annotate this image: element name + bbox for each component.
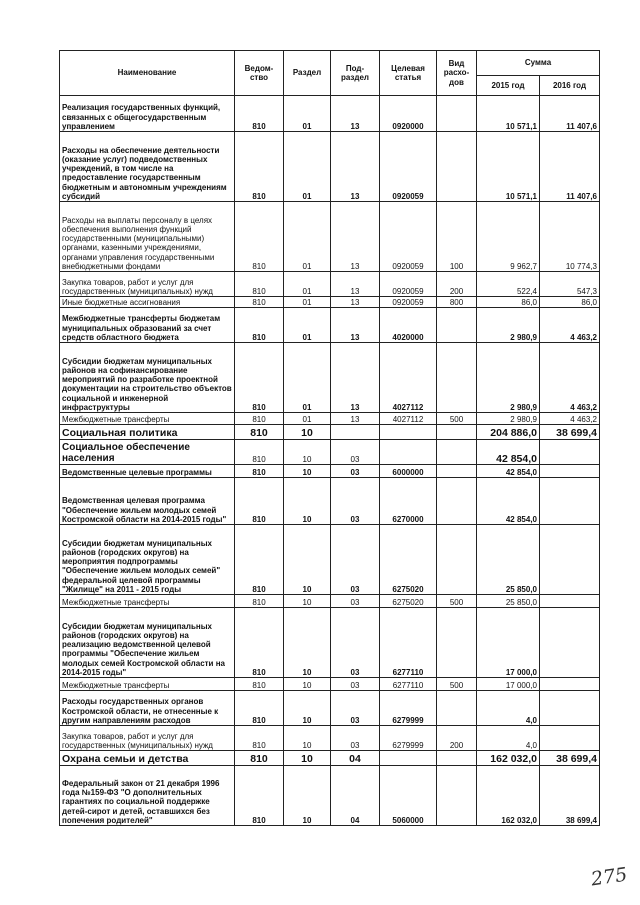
cell-y2016: 4 463,2 — [540, 343, 600, 413]
cell-section: 10 — [284, 766, 331, 826]
cell-exp — [437, 308, 477, 343]
budget-table — [59, 50, 600, 826]
cell-section: 01 — [284, 132, 331, 202]
cell-target: 6275020 — [380, 525, 437, 595]
cell-name: Социальное обеспечение населения — [60, 440, 235, 465]
cell-target: 6270000 — [380, 478, 437, 525]
table-row — [60, 726, 600, 751]
cell-y2016 — [540, 691, 600, 726]
cell-dept: 810 — [235, 751, 284, 766]
table-row — [60, 132, 600, 202]
cell-target: 0920059 — [380, 132, 437, 202]
cell-section: 01 — [284, 96, 331, 132]
table-row — [60, 751, 600, 766]
cell-y2015: 25 850,0 — [477, 595, 540, 608]
cell-exp — [437, 751, 477, 766]
table-row — [60, 691, 600, 726]
table-row — [60, 478, 600, 525]
cell-target — [380, 425, 437, 440]
cell-section: 10 — [284, 440, 331, 465]
cell-name: Расходы на обеспечение деятельности (оказание услуг) подведомственных учреждений, в том числе на предоставление государственным бюджетным и автономным учреждениям субсидий — [60, 132, 235, 202]
cell-exp — [437, 465, 477, 478]
cell-y2016 — [540, 595, 600, 608]
cell-subsection: 04 — [331, 766, 380, 826]
cell-y2015: 10 571,1 — [477, 132, 540, 202]
cell-subsection: 03 — [331, 525, 380, 595]
cell-y2016: 38 699,4 — [540, 751, 600, 766]
cell-subsection: 13 — [331, 308, 380, 343]
cell-y2015: 10 571,1 — [477, 96, 540, 132]
cell-name: Федеральный закон от 21 декабря 1996 года №159-ФЗ "О дополнительных гарантиях по социальной поддержке детей-сирот и детей, оставшихся без попечения родителей" — [60, 766, 235, 826]
cell-y2016 — [540, 465, 600, 478]
cell-target: 0920059 — [380, 272, 437, 297]
cell-name: Межбюджетные трансферты — [60, 678, 235, 691]
cell-subsection: 03 — [331, 678, 380, 691]
cell-dept: 810 — [235, 440, 284, 465]
cell-section: 01 — [284, 202, 331, 272]
table-row — [60, 308, 600, 343]
header-2015: 2015 год — [477, 76, 540, 96]
cell-name: Субсидии бюджетам муниципальных районов (городских округов) на мероприятия подпрограммы "Обеспечение жильем молодых семей" федеральной целевой программы "Жилище" на 2011 - 2015 годы — [60, 525, 235, 595]
header-sum: Сумма — [477, 51, 600, 76]
header-2016: 2016 год — [540, 76, 600, 96]
cell-exp: 500 — [437, 413, 477, 425]
cell-y2015: 4,0 — [477, 726, 540, 751]
cell-subsection: 13 — [331, 297, 380, 308]
page-number: 275 — [589, 863, 629, 891]
cell-target: 0920000 — [380, 96, 437, 132]
table-row — [60, 766, 600, 826]
table-row — [60, 595, 600, 608]
cell-exp — [437, 96, 477, 132]
cell-target — [380, 751, 437, 766]
cell-section: 10 — [284, 525, 331, 595]
cell-y2016: 4 463,2 — [540, 308, 600, 343]
cell-dept: 810 — [235, 478, 284, 525]
cell-exp — [437, 343, 477, 413]
cell-dept: 810 — [235, 425, 284, 440]
cell-name: Реализация государственных функций, связанных с общегосударственным управлением — [60, 96, 235, 132]
cell-exp: 500 — [437, 678, 477, 691]
cell-target — [380, 440, 437, 465]
cell-y2016 — [540, 525, 600, 595]
cell-target: 5060000 — [380, 766, 437, 826]
cell-y2015: 204 886,0 — [477, 425, 540, 440]
cell-y2015: 4,0 — [477, 691, 540, 726]
cell-y2016 — [540, 440, 600, 465]
cell-y2015: 25 850,0 — [477, 525, 540, 595]
table-row — [60, 413, 600, 425]
cell-exp — [437, 691, 477, 726]
cell-name: Ведомственная целевая программа "Обеспечение жильем молодых семей Костромской области на 2014-2015 годы" — [60, 478, 235, 525]
cell-section: 10 — [284, 478, 331, 525]
cell-name: Межбюджетные трансферты — [60, 413, 235, 425]
cell-y2015: 17 000,0 — [477, 678, 540, 691]
cell-y2015: 17 000,0 — [477, 608, 540, 678]
cell-subsection: 13 — [331, 132, 380, 202]
cell-name: Закупка товаров, работ и услуг для государственных (муниципальных) нужд — [60, 272, 235, 297]
cell-section: 10 — [284, 465, 331, 478]
cell-subsection — [331, 425, 380, 440]
cell-y2016: 4 463,2 — [540, 413, 600, 425]
cell-dept: 810 — [235, 202, 284, 272]
cell-target: 4020000 — [380, 308, 437, 343]
cell-exp — [437, 766, 477, 826]
cell-subsection: 04 — [331, 751, 380, 766]
cell-dept: 810 — [235, 272, 284, 297]
cell-exp: 200 — [437, 272, 477, 297]
cell-y2015: 9 962,7 — [477, 202, 540, 272]
cell-dept: 810 — [235, 297, 284, 308]
cell-target: 6277110 — [380, 678, 437, 691]
cell-y2016 — [540, 678, 600, 691]
cell-name: Охрана семьи и детства — [60, 751, 235, 766]
cell-y2016: 11 407,6 — [540, 132, 600, 202]
cell-name: Расходы государственных органов Костромской области, не отнесенные к другим направлениям расходов — [60, 691, 235, 726]
table-row — [60, 608, 600, 678]
cell-subsection: 03 — [331, 608, 380, 678]
cell-dept: 810 — [235, 308, 284, 343]
cell-dept: 810 — [235, 608, 284, 678]
cell-name: Межбюджетные трансферты бюджетам муниципальных образований за счет средств областного бюджета — [60, 308, 235, 343]
cell-target: 6000000 — [380, 465, 437, 478]
table-row — [60, 440, 600, 465]
cell-exp: 500 — [437, 595, 477, 608]
cell-target: 6275020 — [380, 595, 437, 608]
cell-section: 01 — [284, 343, 331, 413]
cell-dept: 810 — [235, 413, 284, 425]
cell-exp — [437, 132, 477, 202]
cell-subsection: 13 — [331, 96, 380, 132]
cell-target: 6279999 — [380, 691, 437, 726]
cell-section: 10 — [284, 425, 331, 440]
cell-section: 10 — [284, 726, 331, 751]
header-name: Наименование — [60, 51, 235, 96]
cell-subsection: 13 — [331, 413, 380, 425]
cell-section: 01 — [284, 308, 331, 343]
cell-name: Расходы на выплаты персоналу в целях обеспечения выполнения функций государственными (муниципальными) органами, казенными учреждениями, органами управления государственными внебюджетными фондами — [60, 202, 235, 272]
cell-target: 6279999 — [380, 726, 437, 751]
cell-section: 01 — [284, 297, 331, 308]
table-row — [60, 465, 600, 478]
cell-section: 10 — [284, 608, 331, 678]
cell-y2015: 42 854,0 — [477, 465, 540, 478]
cell-dept: 810 — [235, 766, 284, 826]
cell-y2016: 38 699,4 — [540, 766, 600, 826]
cell-y2015: 162 032,0 — [477, 766, 540, 826]
cell-name: Субсидии бюджетам муниципальных районов на софинансирование мероприятий по разработке проектной документации на строительство объектов социальной и инженерной инфраструктуры — [60, 343, 235, 413]
cell-name: Социальная политика — [60, 425, 235, 440]
table-row — [60, 525, 600, 595]
cell-y2016 — [540, 608, 600, 678]
cell-dept: 810 — [235, 343, 284, 413]
cell-target: 0920059 — [380, 297, 437, 308]
cell-y2016: 547,3 — [540, 272, 600, 297]
cell-section: 01 — [284, 413, 331, 425]
cell-section: 01 — [284, 272, 331, 297]
table-row — [60, 272, 600, 297]
cell-exp: 100 — [437, 202, 477, 272]
cell-y2015: 522,4 — [477, 272, 540, 297]
table-row — [60, 96, 600, 132]
table-row — [60, 425, 600, 440]
cell-y2016: 86,0 — [540, 297, 600, 308]
cell-section: 10 — [284, 595, 331, 608]
cell-y2015: 162 032,0 — [477, 751, 540, 766]
cell-subsection: 13 — [331, 202, 380, 272]
cell-name: Иные бюджетные ассигнования — [60, 297, 235, 308]
cell-subsection: 03 — [331, 465, 380, 478]
cell-exp — [437, 525, 477, 595]
cell-dept: 810 — [235, 465, 284, 478]
cell-subsection: 03 — [331, 595, 380, 608]
header-subsection: Под- раздел — [331, 51, 380, 96]
table-row — [60, 202, 600, 272]
cell-target: 4027112 — [380, 343, 437, 413]
cell-dept: 810 — [235, 96, 284, 132]
cell-name: Субсидии бюджетам муниципальных районов (городских округов) на реализацию ведомственной целевой программы "Обеспечение жильем молодых семей Костромской области на 2014-2015 годы" — [60, 608, 235, 678]
cell-dept: 810 — [235, 726, 284, 751]
cell-subsection: 13 — [331, 343, 380, 413]
cell-dept: 810 — [235, 525, 284, 595]
cell-y2016: 38 699,4 — [540, 425, 600, 440]
cell-y2015: 2 980,9 — [477, 343, 540, 413]
cell-y2015: 2 980,9 — [477, 413, 540, 425]
cell-y2016: 10 774,3 — [540, 202, 600, 272]
cell-dept: 810 — [235, 132, 284, 202]
cell-name: Закупка товаров, работ и услуг для государственных (муниципальных) нужд — [60, 726, 235, 751]
cell-exp — [437, 608, 477, 678]
cell-y2015: 42 854,0 — [477, 440, 540, 465]
cell-name: Ведомственные целевые программы — [60, 465, 235, 478]
cell-dept: 810 — [235, 691, 284, 726]
cell-y2015: 42 854,0 — [477, 478, 540, 525]
cell-exp — [437, 478, 477, 525]
header-exp-type: Вид расхо- дов — [437, 51, 477, 96]
cell-exp — [437, 425, 477, 440]
table-row — [60, 343, 600, 413]
cell-subsection: 13 — [331, 272, 380, 297]
header-dept: Ведом- ство — [235, 51, 284, 96]
cell-exp: 200 — [437, 726, 477, 751]
cell-subsection: 03 — [331, 691, 380, 726]
header-target: Целевая статья — [380, 51, 437, 96]
header-section: Раздел — [284, 51, 331, 96]
cell-y2016 — [540, 478, 600, 525]
cell-dept: 810 — [235, 678, 284, 691]
cell-section: 10 — [284, 751, 331, 766]
cell-section: 10 — [284, 678, 331, 691]
cell-exp: 800 — [437, 297, 477, 308]
cell-target: 4027112 — [380, 413, 437, 425]
cell-subsection: 03 — [331, 440, 380, 465]
cell-target: 6277110 — [380, 608, 437, 678]
cell-y2015: 2 980,9 — [477, 308, 540, 343]
table-row — [60, 678, 600, 691]
cell-section: 10 — [284, 691, 331, 726]
cell-name: Межбюджетные трансферты — [60, 595, 235, 608]
cell-subsection: 03 — [331, 726, 380, 751]
cell-y2016 — [540, 726, 600, 751]
table-row — [60, 297, 600, 308]
cell-subsection: 03 — [331, 478, 380, 525]
cell-exp — [437, 440, 477, 465]
cell-target: 0920059 — [380, 202, 437, 272]
cell-y2015: 86,0 — [477, 297, 540, 308]
cell-y2016: 11 407,6 — [540, 96, 600, 132]
cell-dept: 810 — [235, 595, 284, 608]
